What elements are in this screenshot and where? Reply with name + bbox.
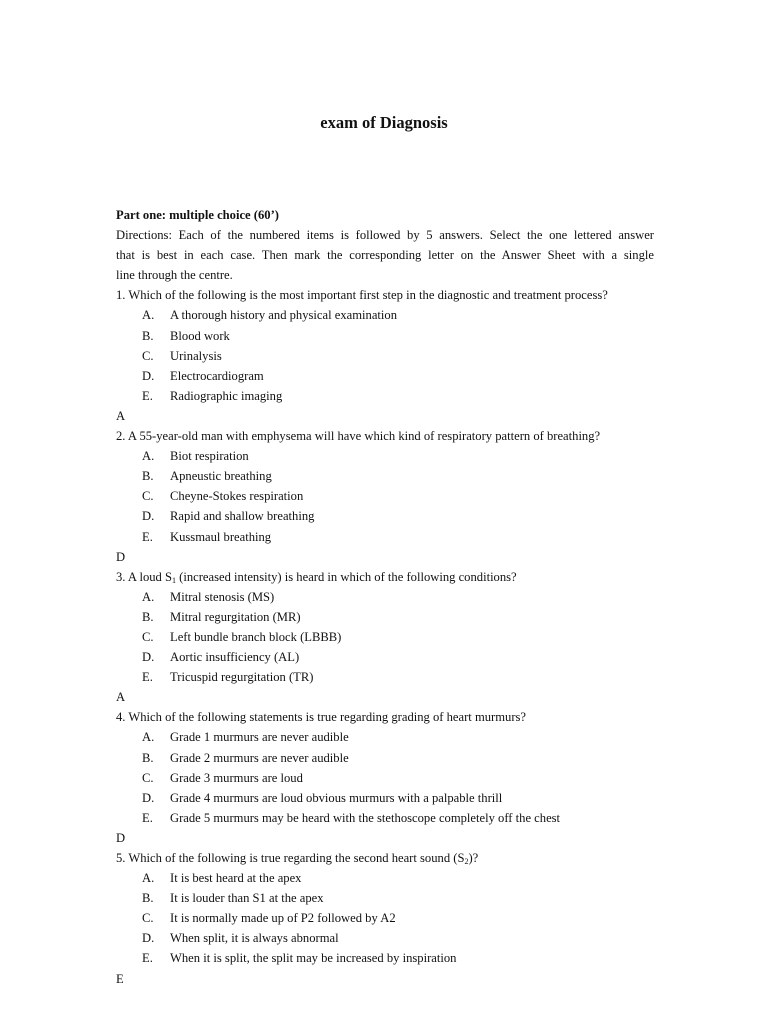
option-text: Grade 3 murmurs are loud — [170, 770, 303, 785]
option-letter: E. — [142, 951, 153, 966]
option-letter: D. — [142, 650, 155, 665]
answer-option — [116, 928, 654, 948]
option-text: Left bundle branch block (LBBB) — [170, 629, 342, 644]
answer-key: A — [116, 690, 126, 705]
answer-option — [116, 888, 654, 908]
answer-option — [116, 748, 654, 768]
question-stem: 4. Which of the following statements is true regarding grading of heart murmurs? — [116, 710, 527, 725]
option-text: Urinalysis — [170, 348, 222, 363]
option-text: Mitral regurgitation (MR) — [170, 609, 301, 624]
option-text: Kussmaul breathing — [170, 529, 272, 544]
option-letter: C. — [142, 629, 154, 644]
option-text: Biot respiration — [170, 449, 249, 464]
answer-option — [116, 627, 654, 647]
option-text: Rapid and shallow breathing — [170, 509, 315, 524]
option-text: Apneustic breathing — [170, 469, 272, 484]
answer-option — [116, 527, 654, 547]
answer-key: D — [116, 830, 126, 845]
answer-option — [116, 768, 654, 788]
option-text: When split, it is always abnormal — [170, 931, 339, 946]
option-text: It is normally made up of P2 followed by A2 — [170, 911, 396, 926]
option-letter: C. — [142, 348, 154, 363]
part-heading: Part one: multiple choice (60’) — [116, 208, 279, 222]
directions-line-3: line through the centre. — [116, 268, 233, 283]
answer-option — [116, 868, 654, 888]
answer-option — [116, 506, 654, 526]
answer-key: D — [116, 549, 126, 564]
option-letter: A. — [142, 589, 155, 604]
answer-key: E — [116, 971, 124, 986]
option-letter: A. — [142, 449, 155, 464]
answer-option — [116, 908, 654, 928]
option-letter: E. — [142, 388, 153, 403]
option-letter: C. — [142, 911, 154, 926]
answer-option — [116, 607, 654, 627]
question-stem: 1. Which of the following is the most important first step in the diagnostic and treatment process? — [116, 288, 608, 303]
option-letter: A. — [142, 871, 155, 886]
question-stem: 3. A loud $S_1$ (increased intensity) is heard in which of the following conditions? — [116, 569, 517, 585]
answer-option — [116, 788, 654, 808]
option-text: Tricuspid regurgitation (TR) — [170, 670, 314, 685]
question-stem: 2. A 55-year-old man with emphysema will have which kind of respiratory pattern of breathing? — [116, 429, 601, 444]
option-text: A thorough history and physical examination — [170, 308, 398, 323]
answer-option — [116, 727, 654, 747]
answer-option — [116, 667, 654, 687]
option-letter: D. — [142, 931, 155, 946]
option-letter: E. — [142, 529, 153, 544]
exam-title: exam of Diagnosis — [320, 113, 448, 132]
answer-option — [116, 326, 654, 346]
directions-line-2: that is best in each case. Then mark the corresponding letter on the Answer Sheet with a single — [116, 248, 654, 263]
answer-option — [116, 808, 654, 828]
option-text: Blood work — [170, 328, 230, 343]
answer-option — [116, 366, 654, 386]
option-letter: B. — [142, 891, 154, 906]
option-text: Grade 2 murmurs are never audible — [170, 750, 349, 765]
option-letter: B. — [142, 609, 154, 624]
option-text: When it is split, the split may be increased by inspiration — [170, 951, 457, 966]
option-letter: A. — [142, 730, 155, 745]
option-letter: D. — [142, 368, 155, 383]
answer-key: A — [116, 408, 126, 423]
option-letter: C. — [142, 489, 154, 504]
answer-option — [116, 305, 654, 325]
option-letter: D. — [142, 790, 155, 805]
option-text: Aortic insufficiency (AL) — [170, 650, 300, 665]
answer-option — [116, 466, 654, 486]
option-letter: C. — [142, 770, 154, 785]
option-text: Grade 4 murmurs are loud obvious murmurs with a palpable thrill — [170, 790, 503, 805]
option-letter: D. — [142, 509, 155, 524]
option-text: Cheyne-Stokes respiration — [170, 489, 304, 504]
option-letter: B. — [142, 328, 154, 343]
answer-option — [116, 587, 654, 607]
option-text: It is best heard at the apex — [170, 871, 302, 886]
option-letter: E. — [142, 670, 153, 685]
answer-option — [116, 446, 654, 466]
option-text: Electrocardiogram — [170, 368, 264, 383]
option-text: It is louder than S1 at the apex — [170, 891, 324, 906]
answer-option — [116, 948, 654, 968]
option-letter: B. — [142, 469, 154, 484]
answer-option — [116, 486, 654, 506]
answer-option — [116, 346, 654, 366]
option-text: Mitral stenosis (MS) — [170, 589, 275, 604]
directions-line-1: Directions: Each of the numbered items is followed by 5 answers. Select the one lettered answer — [116, 228, 654, 243]
option-text: Radiographic imaging — [170, 388, 283, 403]
question-stem: 5. Which of the following is true regarding the second heart sound $(S_2)$? — [116, 851, 479, 866]
option-letter: A. — [142, 308, 155, 323]
exam-content — [116, 205, 654, 989]
option-letter: B. — [142, 750, 154, 765]
answer-option — [116, 386, 654, 406]
option-letter: E. — [142, 810, 153, 825]
option-text: Grade 1 murmurs are never audible — [170, 730, 349, 745]
option-text: Grade 5 murmurs may be heard with the stethoscope completely off the chest — [170, 810, 561, 825]
answer-option — [116, 647, 654, 667]
